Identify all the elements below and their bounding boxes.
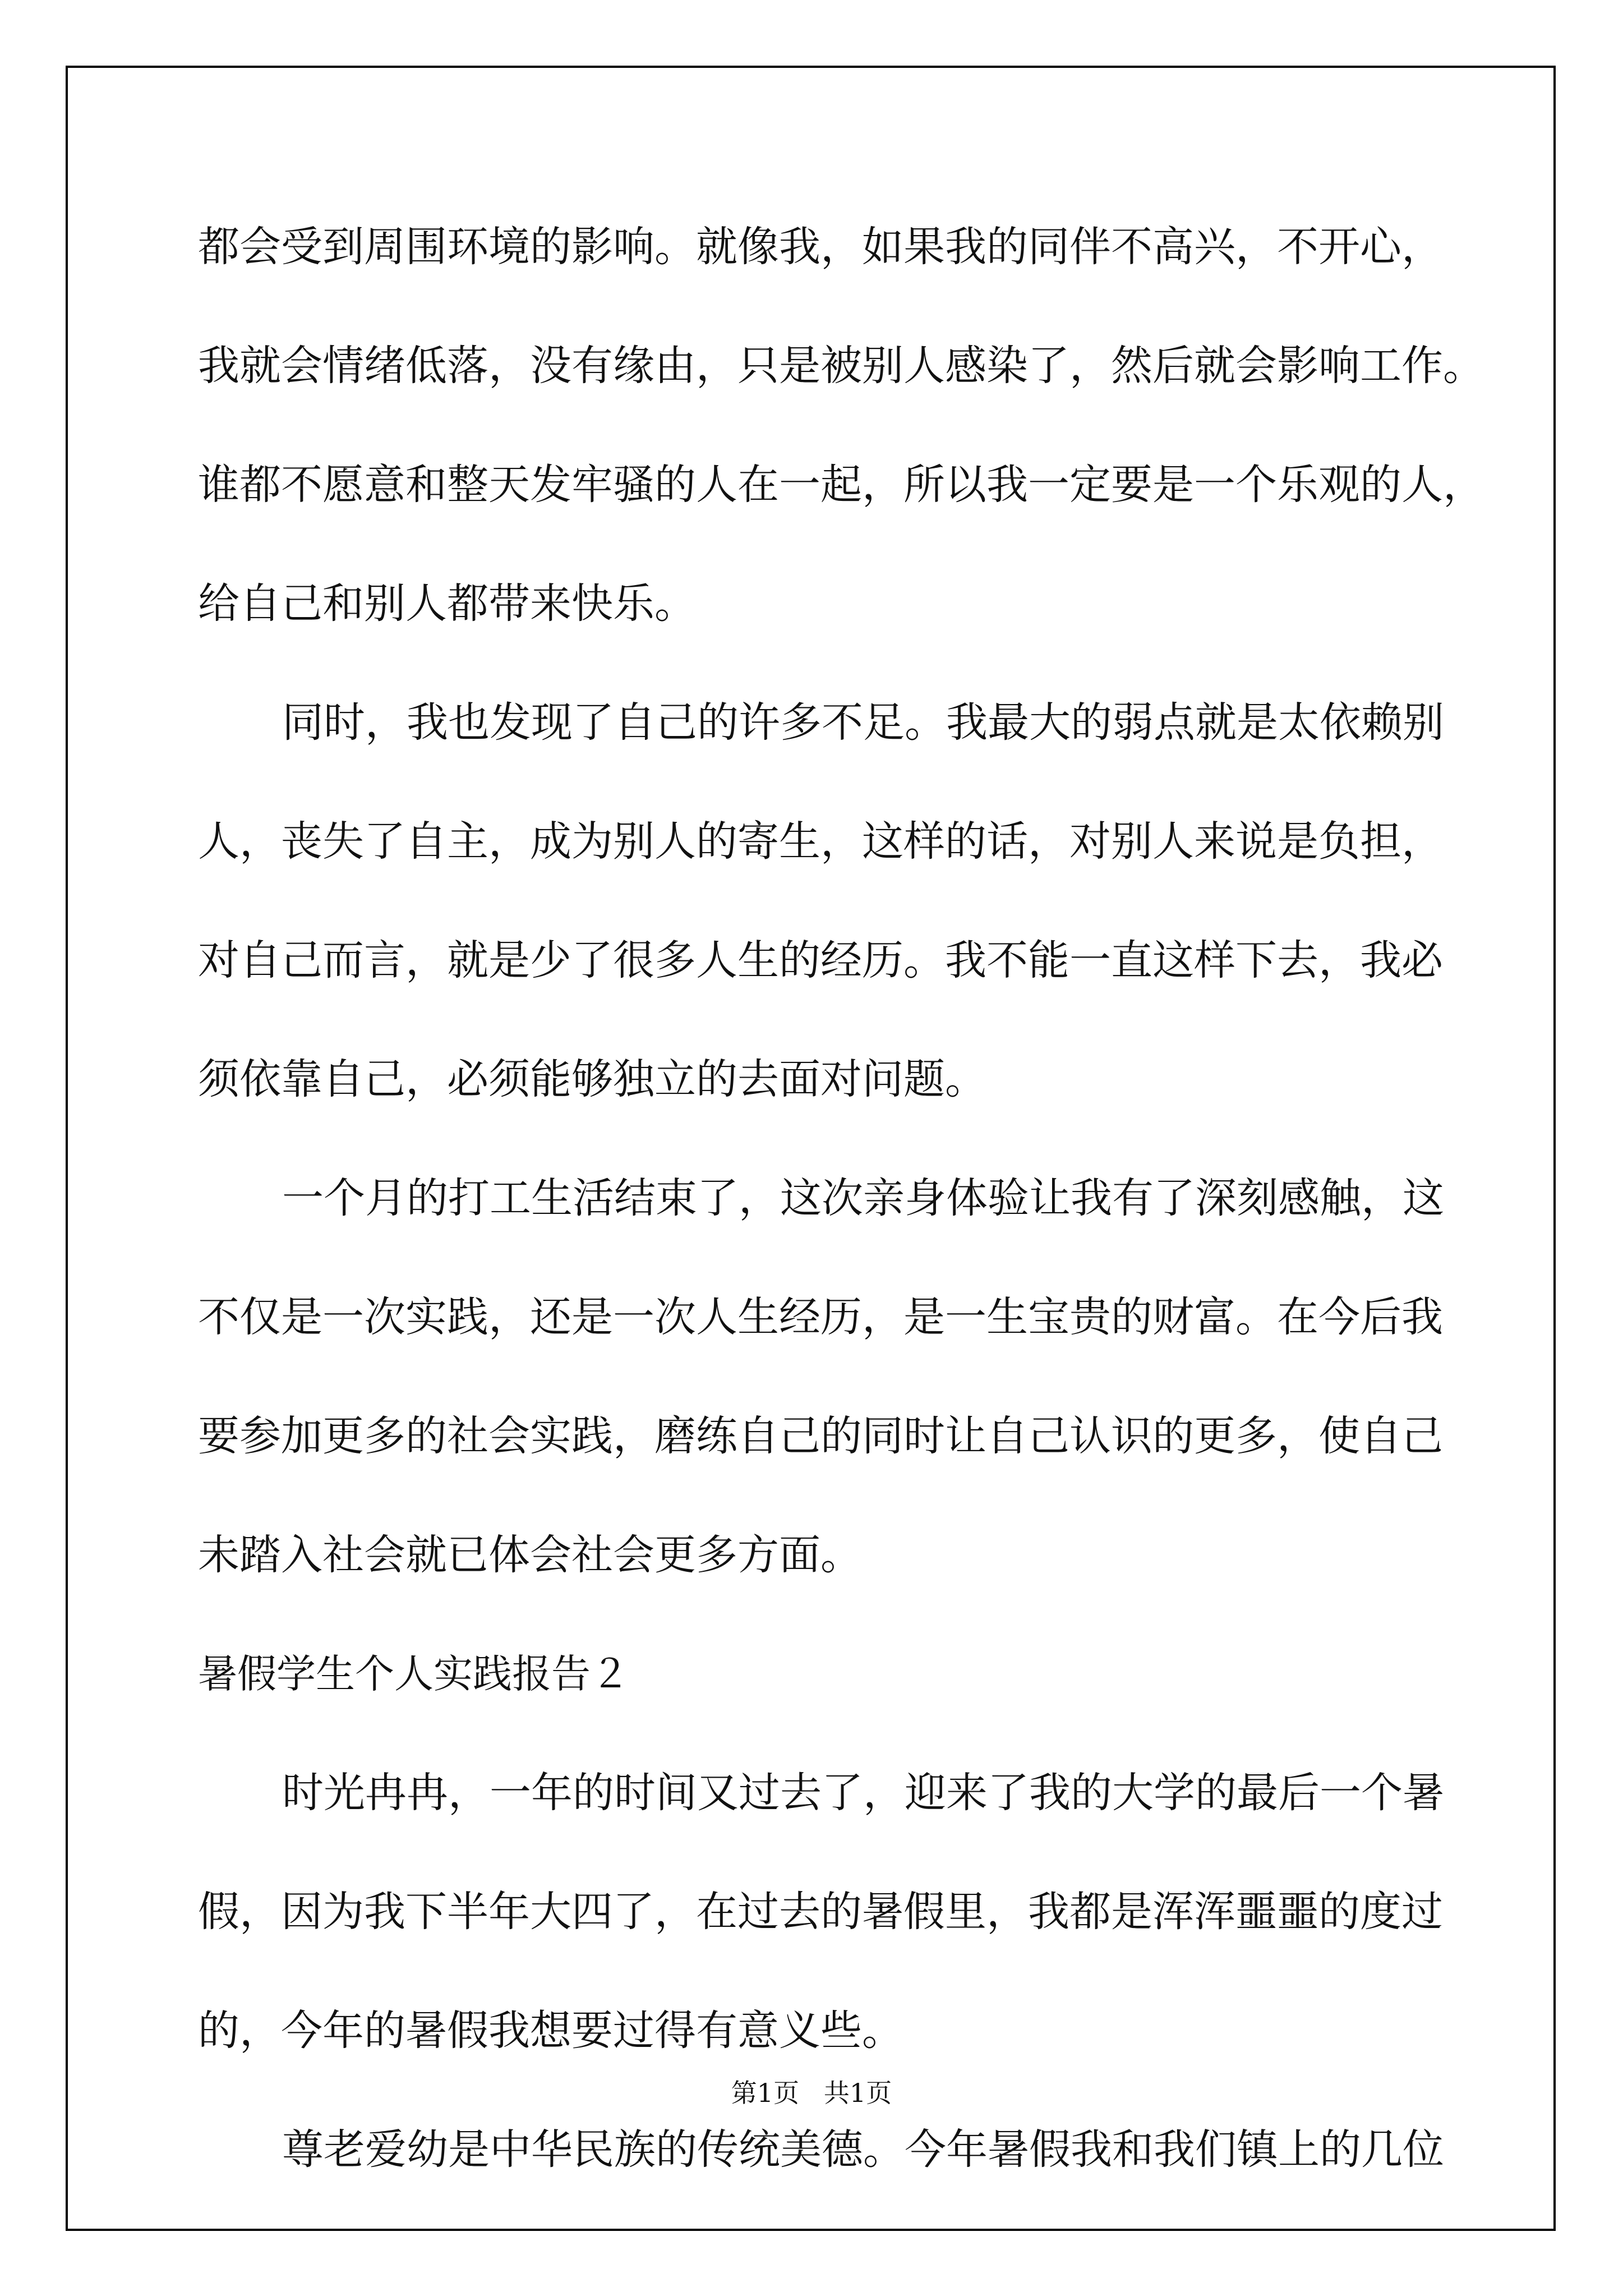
text-line: 假，因为我下半年大四了，在过去的暑假里，我都是浑浑噩噩的度过 [198,1888,1443,1936]
paragraph-start-line: 同时，我也发现了自己的许多不足。我最大的弱点就是太依赖别 [282,698,1444,747]
paragraph-start-line: 尊老爱幼是中华民族的传统美德。今年暑假我和我们镇上的几位 [282,2125,1444,2174]
text-line: 对自己而言，就是少了很多人生的经历。我不能一直这样下去，我必 [198,936,1443,984]
section-heading: 暑假学生个人实践报告２ [198,1651,630,1697]
text-line: 人，丧失了自主，成为别人的寄生，这样的话，对别人来说是负担， [198,817,1443,866]
text-line: 未踏入社会就已体会社会更多方面。 [198,1531,862,1579]
paragraph-start-line: 时光冉冉，一年的时间又过去了，迎来了我的大学的最后一个暑 [282,1769,1444,1817]
text-line: 都会受到周围环境的影响。就像我，如果我的同伴不高兴，不开心， [198,223,1443,271]
text-line: 我就会情绪低落，没有缘由，只是被别人感染了，然后就会影响工作。 [198,342,1484,390]
paragraph-start-line: 一个月的打工生活结束了，这次亲身体验让我有了深刻感触，这 [282,1174,1444,1222]
text-line: 不仅是一次实践，还是一次人生经历，是一生宝贵的财富。在今后我 [198,1293,1443,1341]
document-body [198,213,1484,2235]
text-line: 谁都不愿意和整天发牢骚的人在一起，所以我一定要是一个乐观的人， [198,461,1484,509]
page-number-footer: 第1页 共1页 [731,2078,892,2108]
text-line: 给自己和别人都带来快乐。 [198,579,696,628]
text-line: 要参加更多的社会实践，磨练自己的同时让自己认识的更多，使自己 [198,1412,1443,1460]
text-line: 的，今年的暑假我想要过得有意义些。 [198,2007,903,2055]
text-line: 须依靠自己，必须能够独立的去面对问题。 [198,1055,986,1103]
